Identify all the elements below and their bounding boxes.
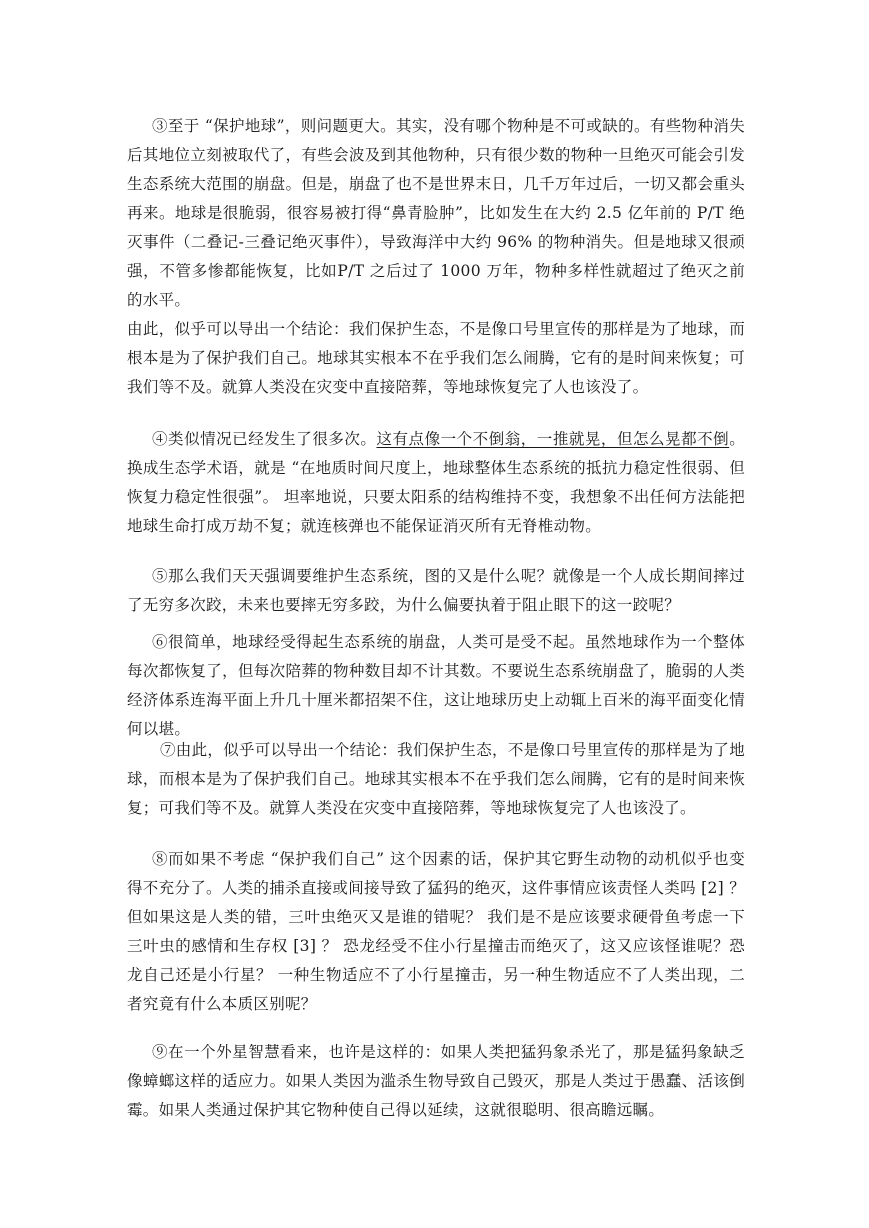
paragraph-6: ⑥很简单，地球经受得起生态系统的崩盘，人类可是受不起。虽然地球作为一个整体每次都恢复了，但每次陪葬的物种数目却不计其数。不要说生态系统崩盘了，脆弱的人类经济体系连海平面上升几十厘米都招架不住，这让地球历史上动辄上百米的海平面变化情何以堪。 [127,633,745,738]
paragraph-8: ⑧而如果不考虑 “保护我们自己” 这个因素的话，保护其它野生动物的动机似乎也变得不充分了。人类的捕杀直接或间接导致了猛犸的绝灭，这件事情应该责怪人类吗 [2] ？ 但如果这是人类的错，三叶虫绝灭又是谁的错呢？ 我们是不是应该要求硬骨鱼考虑一下三叶虫的感情和生存权 [3] ？ 恐龙经受不住小行星撞击而绝灭了，这又应该怪谁呢？恐龙自己还是小行星？ 一种生物适应不了小行星撞击，另一种生物适应不了人类出现，二者究竟有什么本质区别呢？ [127,850,745,1013]
paragraph-3: ③至于 “保护地球”，则问题更大。其实，没有哪个物种是不可或缺的。有些物种消失后其地位立刻被取代了，有些会波及到其他物种，只有很少数的物种一旦绝灭可能会引发生态系统大范围的崩盘。但是，崩盘了也不是世界末日，几千万年过后，一切又都会重头再来。地球是很脆弱，很容易被打得“鼻青脸肿”，比如发生在大约 2.5 亿年前的 P/T 绝灭事件（二叠记-三叠记绝灭事件），导致海洋中大约 96% 的物种消失。但是地球又很顽强，不管多惨都能恢复，比如P/T 之后过了 1000 万年，物种多样性就超过了绝灭之前的水平。 [127,117,745,309]
paragraph-4-lead: ④类似情况已经发生了很多次。 [152,430,377,448]
paragraph-4 [127,425,745,541]
paragraph-9: ⑨在一个外星智慧看来，也许是这样的：如果人类把猛犸象杀光了，那是猛犸象缺乏像蟑螂这样的适应力。如果人类因为滥杀生物导致自己毁灭，那是人类过于愚蠢、活该倒霉。如果人类通过保护其它物种使自己得以延续，这就很聪明、很高瞻远瞩。 [127,1043,745,1119]
paragraph-5: ⑤那么我们天天强调要维护生态系统，图的又是什么呢？就像是一个人成长期间摔过了无穷多次跤，未来也要摔无穷多跤，为什么偏要执着于阻止眼下的这一跤呢？ [127,567,745,614]
underlined-sentence: 这有点像一个不倒翁，一推就晃，但怎么晃都不倒 [376,430,730,448]
paragraph-3-continuation: 由此，似乎可以导出一个结论：我们保护生态，不是像口号里宣传的那样是为了地球，而根本是为了保护我们自己。地球其实根本不在乎我们怎么闹腾，它有的是时间来恢复；可我们等不及。就算人类没在灾变中直接陪葬，等地球恢复完了人也该没了。 [127,320,745,396]
paragraph-7: ⑦由此，似乎可以导出一个结论：我们保护生态，不是像口号里宣传的那样是为了地球，而根本是为了保护我们自己。地球其实根本不在乎我们怎么闹腾，它有的是时间来恢复；可我们等不及。就算人类没在灾变中直接陪葬，等地球恢复完了人也该没了。 [127,741,745,817]
paragraph-4-rest: 。换成生态学术语，就是 “在地质时间尺度上，地球整体生态系统的抵抗力稳定性很弱、但恢复力稳定性很强”。 坦率地说，只要太阳系的结构维持不变，我想象不出任何方法能把地球生命打成万劫不复；就连核弹也不能保证消灭所有无脊椎动物。 [127,430,746,535]
